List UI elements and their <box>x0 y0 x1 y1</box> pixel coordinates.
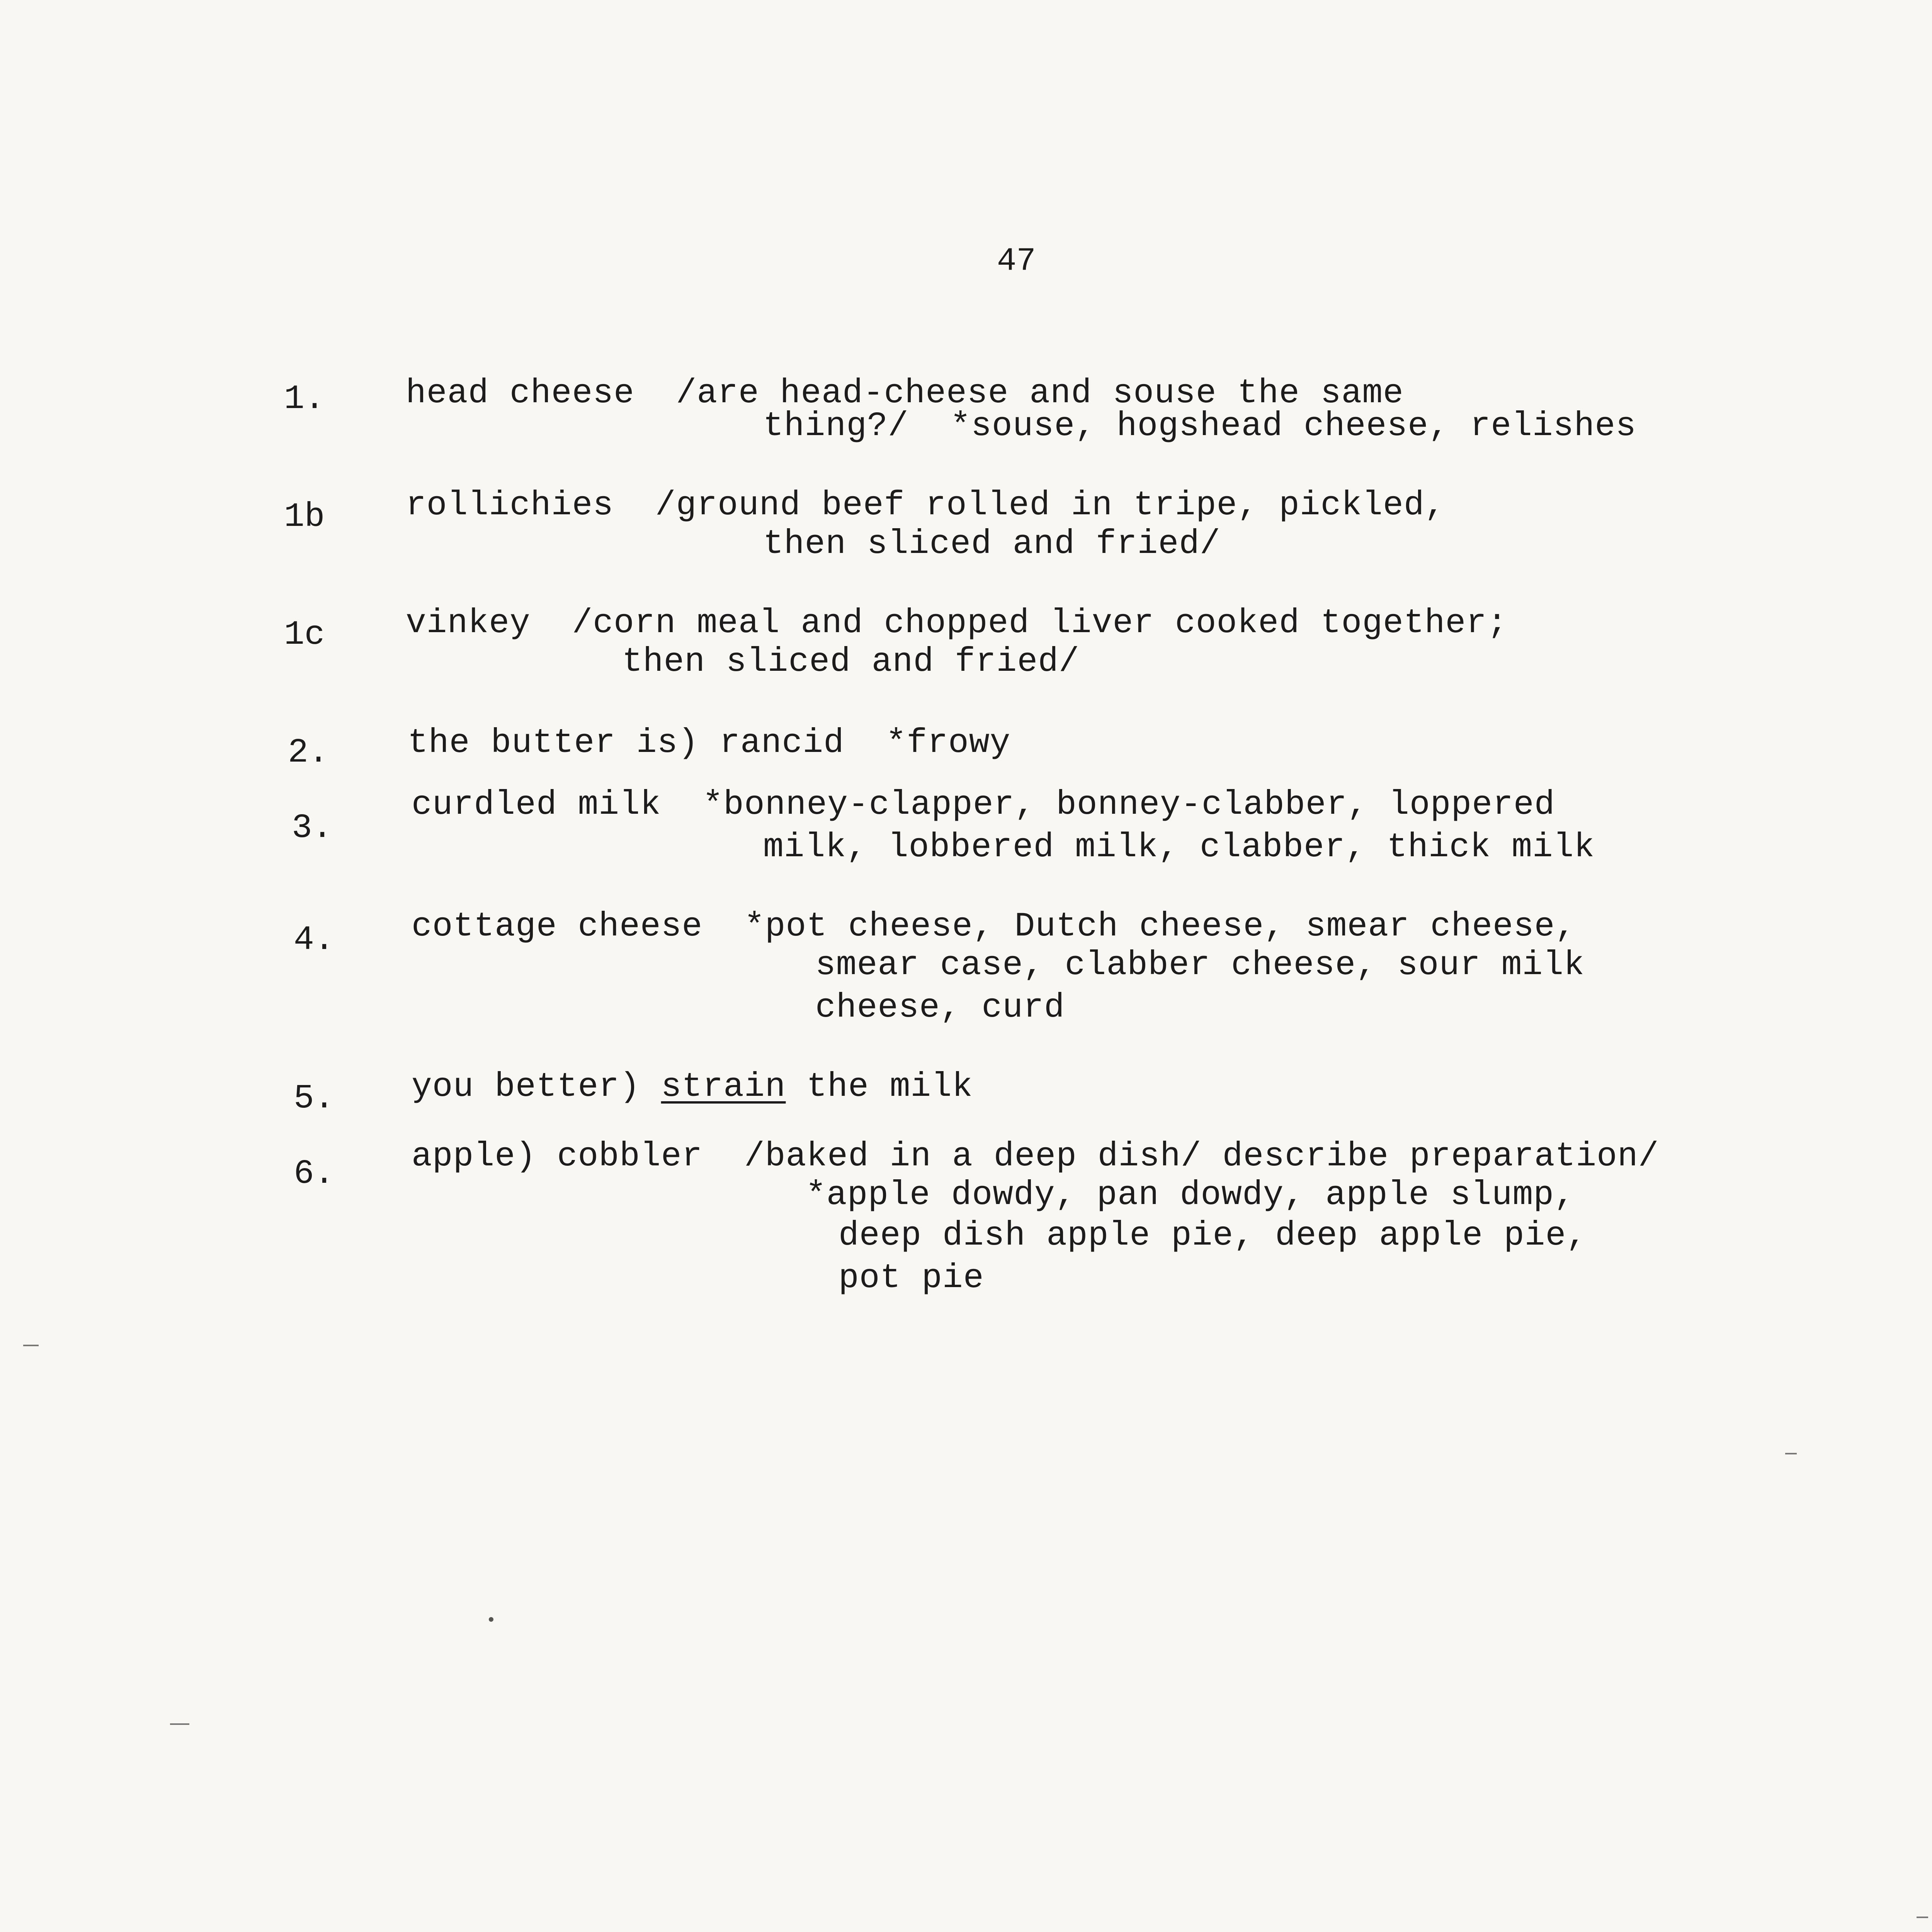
entry-1-line-1: head cheese /are head-cheese and souse the same <box>406 374 1404 413</box>
page-number: 47 <box>997 243 1036 280</box>
entry-4-line-2: smear case, clabber cheese, sour milk <box>815 946 1585 985</box>
entry-1b-line-2: then sliced and fried/ <box>763 525 1221 563</box>
entry-4-number: 4. <box>294 921 335 959</box>
margin-speck <box>489 1617 493 1622</box>
entry-1b-line-1: rollichies /ground beef rolled in tripe, pickled, <box>406 486 1446 525</box>
margin-dash <box>1917 1917 1928 1918</box>
entry-6-line-1: apple) cobbler /baked in a deep dish/ describe preparation/ <box>412 1138 1659 1176</box>
entry-1c-number: 1c <box>284 616 325 654</box>
entry-3-line-1: curdled milk *bonney-clapper, bonney-clabber, loppered <box>412 786 1555 824</box>
entry-1-number: 1. <box>284 380 325 418</box>
entry-1c-line-1: vinkey /corn meal and chopped liver cooked together; <box>406 604 1508 643</box>
margin-dash <box>1785 1453 1797 1454</box>
entry-5-line-1 <box>412 1070 973 1104</box>
entry-4-line-1: cottage cheese *pot cheese, Dutch cheese, smear cheese, <box>412 908 1576 946</box>
entry-5-text-after: the milk <box>786 1068 973 1106</box>
entry-5-number: 5. <box>294 1080 335 1118</box>
margin-dash <box>170 1723 189 1725</box>
entry-1c-line-2: then sliced and fried/ <box>622 643 1080 681</box>
entry-5-underlined-word: strain <box>661 1068 786 1106</box>
entry-6-line-3: deep dish apple pie, deep apple pie, <box>838 1217 1587 1255</box>
entry-3-line-2: milk, lobbered milk, clabber, thick milk <box>763 828 1595 867</box>
entry-2-line-1: the butter is) rancid *frowy <box>408 724 1011 762</box>
entry-6-line-2: *apple dowdy, pan dowdy, apple slump, <box>806 1176 1575 1214</box>
entry-1-line-2: thing?/ *souse, hogshead cheese, relishes <box>763 407 1636 446</box>
entry-1b-number: 1b <box>284 498 325 536</box>
entry-6-line-4: pot pie <box>838 1259 984 1298</box>
entry-2-number: 2. <box>288 734 329 772</box>
entry-4-line-3: cheese, curd <box>815 989 1065 1027</box>
entry-5-text-before: you better) <box>412 1068 661 1106</box>
entry-3-number: 3. <box>292 809 333 847</box>
entry-6-number: 6. <box>294 1155 335 1193</box>
margin-dash <box>23 1345 39 1346</box>
